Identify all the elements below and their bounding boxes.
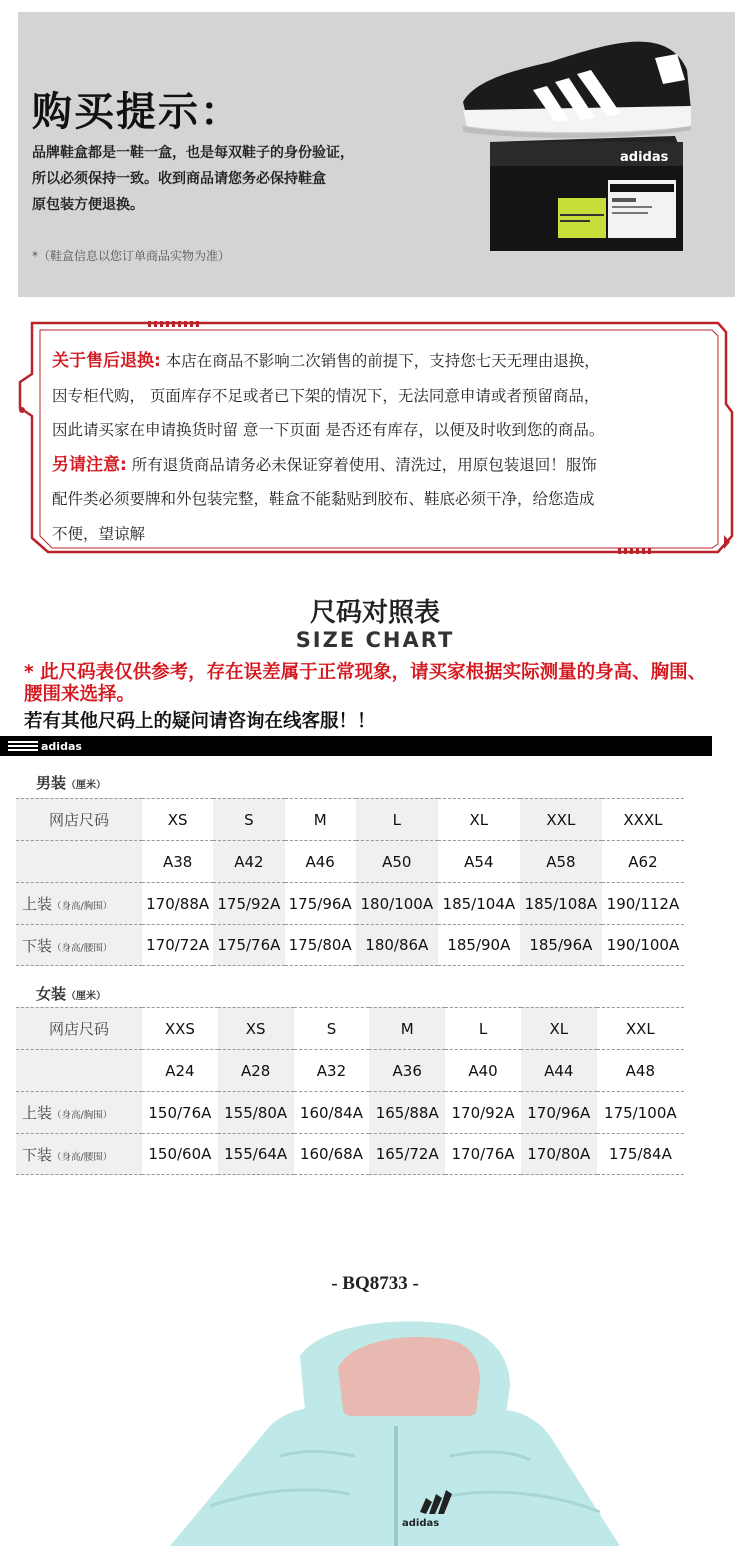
code-cell: A46 — [285, 840, 356, 882]
brand-bar — [0, 736, 712, 756]
purchase-tips-note: *（鞋盒信息以您订单商品实物为准） — [32, 249, 231, 263]
brand-name: adidas — [41, 739, 82, 753]
row-label — [16, 882, 142, 924]
men-size-table — [16, 798, 684, 966]
code-cell: A42 — [213, 840, 284, 882]
table-row — [16, 840, 684, 882]
table-row — [16, 798, 684, 840]
top-cell: 175/92A — [213, 882, 284, 924]
code-cell: A40 — [445, 1049, 521, 1091]
women-section-label — [36, 983, 106, 1004]
bottom-label: 下装 — [22, 1145, 53, 1164]
table-row — [16, 1049, 684, 1091]
size-cell: XL — [438, 798, 520, 840]
shoebox-image — [470, 126, 683, 251]
bottom-cell: 155/64A — [218, 1133, 294, 1175]
adidas-stripes-icon — [8, 739, 38, 753]
top-cell: 170/96A — [521, 1091, 597, 1133]
purchase-tips-line: 所以必须保持一致。收到商品请您务必保持鞋盒 — [32, 171, 326, 187]
purchase-tips-text — [32, 140, 354, 218]
jacket-image — [150, 1316, 630, 1546]
size-cell: M — [369, 1007, 445, 1049]
size-cell: L — [356, 798, 438, 840]
code-cell: A36 — [369, 1049, 445, 1091]
table-row — [16, 924, 684, 966]
bottom-cell: 170/80A — [521, 1133, 597, 1175]
top-hint: （身高/胸围） — [52, 901, 113, 912]
after-sales-text: 本店在商品不影响二次销售的前提下，支持您七天无理由退换， — [160, 352, 600, 370]
code-cell: A32 — [294, 1049, 370, 1091]
table-row — [16, 1133, 684, 1175]
row-label — [16, 1133, 142, 1175]
men-section-label — [36, 772, 106, 793]
size-chart-title: 尺码对照表 — [309, 598, 440, 628]
men-unit: （厘米） — [66, 780, 107, 791]
code-cell: A24 — [142, 1049, 218, 1091]
women-unit: （厘米） — [66, 991, 107, 1002]
row-label: 网店尺码 — [16, 1007, 142, 1049]
size-chart-warning: * 此尺码表仅供参考，存在误差属于正常现象，请买家根据实际测量的身高、胸围、腰围来选择。 — [24, 662, 707, 705]
bottom-cell: 150/60A — [142, 1133, 218, 1175]
size-cell: S — [294, 1007, 370, 1049]
size-cell: XXL — [520, 798, 602, 840]
top-cell: 170/88A — [142, 882, 213, 924]
top-cell: 155/80A — [218, 1091, 294, 1133]
size-cell: M — [285, 798, 356, 840]
size-cell: XL — [521, 1007, 597, 1049]
code-cell: A54 — [438, 840, 520, 882]
purchase-tips-title: 购买提示： — [32, 89, 242, 135]
attention-heading: 另请注意: — [52, 454, 127, 475]
size-chart-subtitle: SIZE CHART — [295, 628, 455, 652]
bottom-cell: 165/72A — [369, 1133, 445, 1175]
size-cell: XS — [218, 1007, 294, 1049]
row-label: 网店尺码 — [16, 798, 142, 840]
bottom-label: 下装 — [22, 936, 53, 955]
women-label: 女装 — [36, 985, 67, 1003]
shoebox-brand: adidas — [620, 150, 669, 165]
after-sales-text: 因此请买家在申请换货时留 意一下页面 是否还有库存，以便及时收到您的商品。 — [52, 421, 605, 439]
top-label: 上装 — [22, 1104, 53, 1122]
top-cell: 175/100A — [597, 1091, 684, 1133]
top-hint: （身高/胸围） — [52, 1110, 113, 1121]
size-cell: XXXL — [602, 798, 684, 840]
bottom-cell: 180/86A — [356, 924, 438, 966]
size-cell: XXS — [142, 1007, 218, 1049]
size-chart-contact-note: 若有其他尺码上的疑问请咨询在线客服！！ — [24, 711, 376, 732]
code-cell: A28 — [218, 1049, 294, 1091]
sneaker-image — [455, 40, 695, 140]
row-label — [16, 1091, 142, 1133]
attention-text: 所有退货商品请务必未保证穿着使用、清洗过，用原包装退回！服饰 — [126, 455, 597, 474]
code-cell: A38 — [142, 840, 213, 882]
row-label-empty — [16, 1049, 142, 1091]
bottom-cell: 185/90A — [438, 924, 520, 966]
bottom-cell: 175/84A — [597, 1133, 684, 1175]
bottom-cell: 175/76A — [213, 924, 284, 966]
top-cell: 185/108A — [520, 882, 602, 924]
men-label: 男装 — [36, 774, 67, 792]
code-cell: A44 — [521, 1049, 597, 1091]
bottom-cell: 160/68A — [294, 1133, 370, 1175]
size-cell: XS — [142, 798, 213, 840]
row-label — [16, 924, 142, 966]
size-cell: L — [445, 1007, 521, 1049]
adidas-logo — [8, 739, 82, 753]
after-sales-heading: 关于售后退换: — [52, 351, 161, 371]
top-cell: 180/100A — [356, 882, 438, 924]
code-cell: A50 — [356, 840, 438, 882]
bottom-hint: （身高/腰围） — [52, 1151, 113, 1163]
top-cell: 175/96A — [285, 882, 356, 924]
after-sales-body — [52, 344, 722, 551]
bottom-cell: 190/100A — [602, 924, 684, 966]
purchase-tips-line: 品牌鞋盒都是一鞋一盒，也是每双鞋子的身份验证， — [32, 145, 354, 161]
size-cell: S — [213, 798, 284, 840]
attention-text: 配件类必须要牌和外包装完整，鞋盒不能黏贴到胶布、鞋底必须干净，给您造成 — [52, 490, 595, 508]
bottom-cell: 170/76A — [445, 1133, 521, 1175]
after-sales-notice — [18, 320, 735, 556]
row-label-empty — [16, 840, 142, 882]
bottom-cell: 170/72A — [142, 924, 213, 966]
table-row — [16, 1007, 684, 1049]
bottom-cell: 185/96A — [520, 924, 602, 966]
top-cell: 170/92A — [445, 1091, 521, 1133]
attention-text: 不便，望谅解 — [52, 524, 146, 543]
after-sales-text: 因专柜代购， 页面库存不足或者已下架的情况下，无法同意申请或者预留商品， — [52, 386, 600, 405]
jacket-logo-text: adidas — [402, 1518, 440, 1529]
table-row — [16, 882, 684, 924]
code-cell: A58 — [520, 840, 602, 882]
top-cell: 165/88A — [369, 1091, 445, 1133]
size-cell: XXL — [597, 1007, 684, 1049]
table-row — [16, 1091, 684, 1133]
top-cell: 190/112A — [602, 882, 684, 924]
code-cell: A62 — [602, 840, 684, 882]
bottom-hint: （身高/腰围） — [52, 942, 113, 954]
top-cell: 150/76A — [142, 1091, 218, 1133]
women-size-table — [16, 1007, 684, 1175]
bottom-cell: 175/80A — [285, 924, 356, 966]
purchase-tips-line: 原包装方便退换。 — [32, 197, 144, 213]
top-cell: 160/84A — [294, 1091, 370, 1133]
code-cell: A48 — [597, 1049, 684, 1091]
top-cell: 185/104A — [438, 882, 520, 924]
product-code: - BQ8733 - — [331, 1273, 419, 1294]
top-label: 上装 — [22, 895, 53, 913]
